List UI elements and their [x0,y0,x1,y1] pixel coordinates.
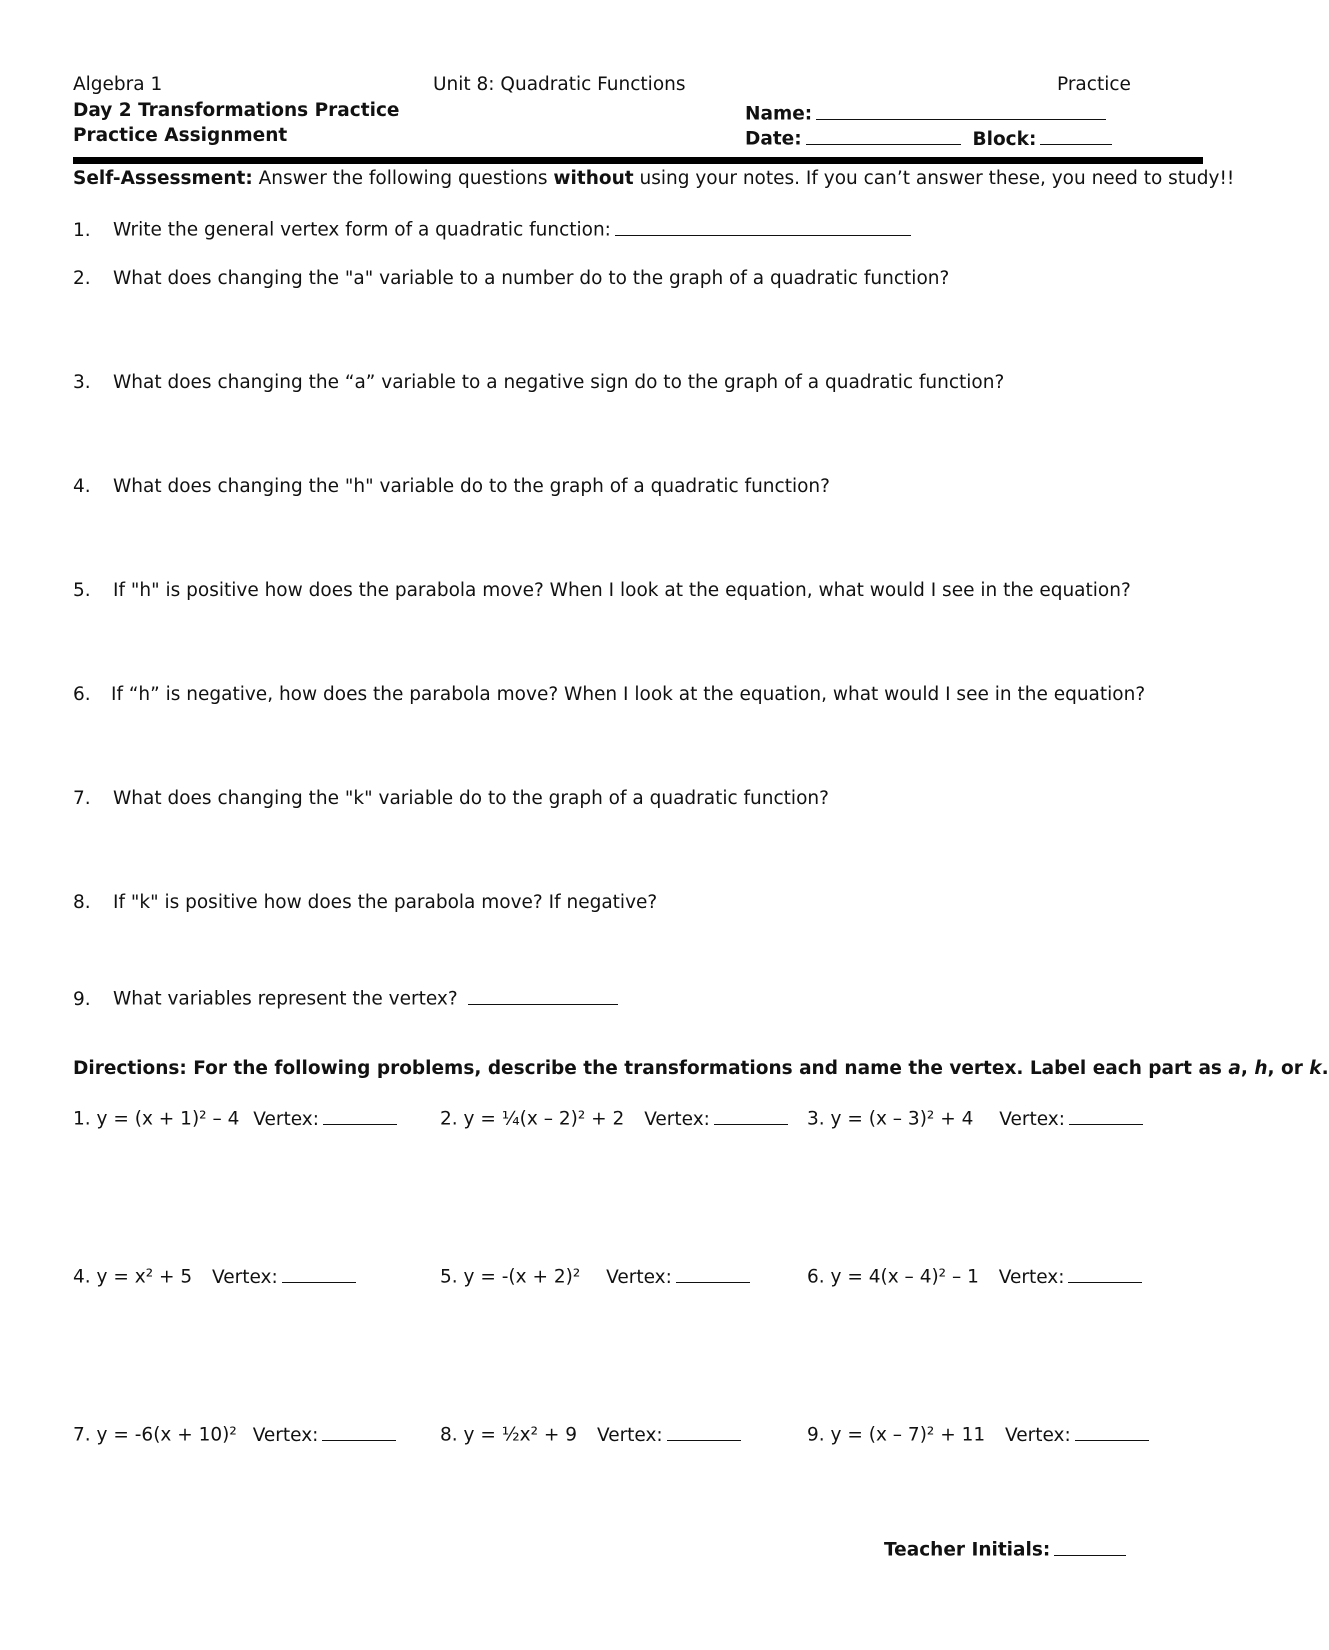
question-9 [73,985,618,1010]
self-assessment-text-after: using your notes. If you can’t answer these, you need to study!! [639,168,1235,189]
question-number: 4. [73,476,91,497]
teacher-initials-blank[interactable] [1054,1536,1126,1556]
block-blank[interactable] [1040,125,1112,145]
question-number: 7. [73,788,91,809]
question-text: What variables represent the vertex? [113,988,458,1010]
question-8 [73,892,657,913]
problem-equation: 4. y = x² + 5 [73,1266,193,1288]
unit-title: Unit 8: Quadratic Functions [433,74,686,95]
question-7 [73,788,829,809]
vertex-blank[interactable] [282,1263,356,1283]
name-label: Name: [745,103,813,125]
directions-sep: , or [1267,1058,1303,1079]
directions-var-k: k [1309,1058,1322,1079]
page-subtitle: Practice Assignment [73,125,288,146]
problem-7 [73,1421,396,1446]
problem-5 [440,1263,750,1288]
date-blank[interactable] [806,125,961,145]
question-number: 2. [73,268,91,289]
vertex-label: Vertex: [1005,1424,1071,1446]
answer-blank[interactable] [468,985,618,1005]
problem-4 [73,1263,356,1288]
answer-blank[interactable] [615,216,911,236]
directions-text: Directions: For the following problems, describe the transformations and name the vertex. Label each part as [73,1058,1222,1079]
vertex-blank[interactable] [1075,1421,1149,1441]
question-text: What does changing the “a” variable to a negative sign do to the graph of a quadratic function? [113,372,1005,393]
self-assessment-emphasis: without [553,168,634,189]
question-text: If "h" is positive how does the parabola move? When I look at the equation, what would I see in the equation? [113,580,1131,601]
vertex-blank[interactable] [667,1421,741,1441]
vertex-label: Vertex: [253,1108,319,1130]
date-label: Date: [745,128,802,150]
problem-equation: 2. y = ¼(x – 2)² + 2 [440,1108,625,1130]
directions-sep: , [1240,1058,1248,1079]
vertex-label: Vertex: [252,1424,319,1446]
self-assessment-text-before: Answer the following questions [258,168,548,189]
question-text: What does changing the "k" variable do to the graph of a quadratic function? [113,788,829,809]
question-number: 3. [73,372,91,393]
question-5 [73,580,1131,601]
name-field[interactable] [745,100,1106,125]
vertex-blank[interactable] [676,1263,750,1283]
vertex-blank[interactable] [1069,1105,1143,1125]
question-3 [73,372,1004,393]
question-text: What does changing the "h" variable do to the graph of a quadratic function? [113,476,830,497]
question-number: 6. [73,684,91,705]
question-number: 9. [73,988,91,1010]
problem-1 [73,1105,397,1130]
teacher-initials [884,1536,1126,1561]
question-text: If "k" is positive how does the parabola move? If negative? [113,892,658,913]
problem-equation: 8. y = ½x² + 9 [440,1424,578,1446]
directions-var-a: a [1228,1058,1241,1079]
name-blank[interactable] [816,100,1106,120]
page-title: Day 2 Transformations Practice [73,100,400,121]
problem-equation: 9. y = (x – 7)² + 11 [807,1424,986,1446]
question-1 [73,216,911,241]
vertex-label: Vertex: [606,1266,672,1288]
question-text: Write the general vertex form of a quadratic function: [113,219,611,241]
question-text: If “h” is negative, how does the parabola move? When I look at the equation, what would I see in the equation? [111,684,1146,705]
date-block-field[interactable] [745,125,1112,150]
problem-equation: 7. y = -6(x + 10)² [73,1424,237,1446]
directions-end: . [1321,1058,1329,1079]
self-assessment-instructions [73,168,1234,189]
teacher-initials-label: Teacher Initials: [884,1539,1051,1561]
header-rule [73,157,1203,164]
vertex-label: Vertex: [999,1108,1065,1130]
vertex-blank[interactable] [323,1105,397,1125]
self-assessment-label: Self-Assessment: [73,168,253,189]
problem-2 [440,1105,788,1130]
vertex-label: Vertex: [212,1266,278,1288]
assignment-type: Practice [1057,74,1131,95]
problem-9 [807,1421,1149,1446]
problem-3 [807,1105,1143,1130]
vertex-blank[interactable] [1068,1263,1142,1283]
block-label: Block: [972,128,1037,150]
vertex-blank[interactable] [714,1105,788,1125]
question-number: 5. [73,580,91,601]
question-6 [73,684,1145,705]
course-name: Algebra 1 [73,74,163,95]
problem-6 [807,1263,1142,1288]
question-4 [73,476,830,497]
problem-equation: 1. y = (x + 1)² – 4 [73,1108,240,1130]
vertex-label: Vertex: [644,1108,710,1130]
directions-var-h: h [1254,1058,1268,1079]
vertex-label: Vertex: [596,1424,663,1446]
problem-equation: 5. y = -(x + 2)² [440,1266,581,1288]
problem-8 [440,1421,741,1446]
problem-equation: 3. y = (x – 3)² + 4 [807,1108,974,1130]
question-number: 8. [73,892,91,913]
vertex-blank[interactable] [322,1421,396,1441]
question-2 [73,268,949,289]
question-number: 1. [73,219,91,241]
vertex-label: Vertex: [998,1266,1065,1288]
question-text: What does changing the "a" variable to a number do to the graph of a quadratic function? [113,268,950,289]
directions [73,1058,1329,1079]
problem-equation: 6. y = 4(x – 4)² – 1 [807,1266,979,1288]
